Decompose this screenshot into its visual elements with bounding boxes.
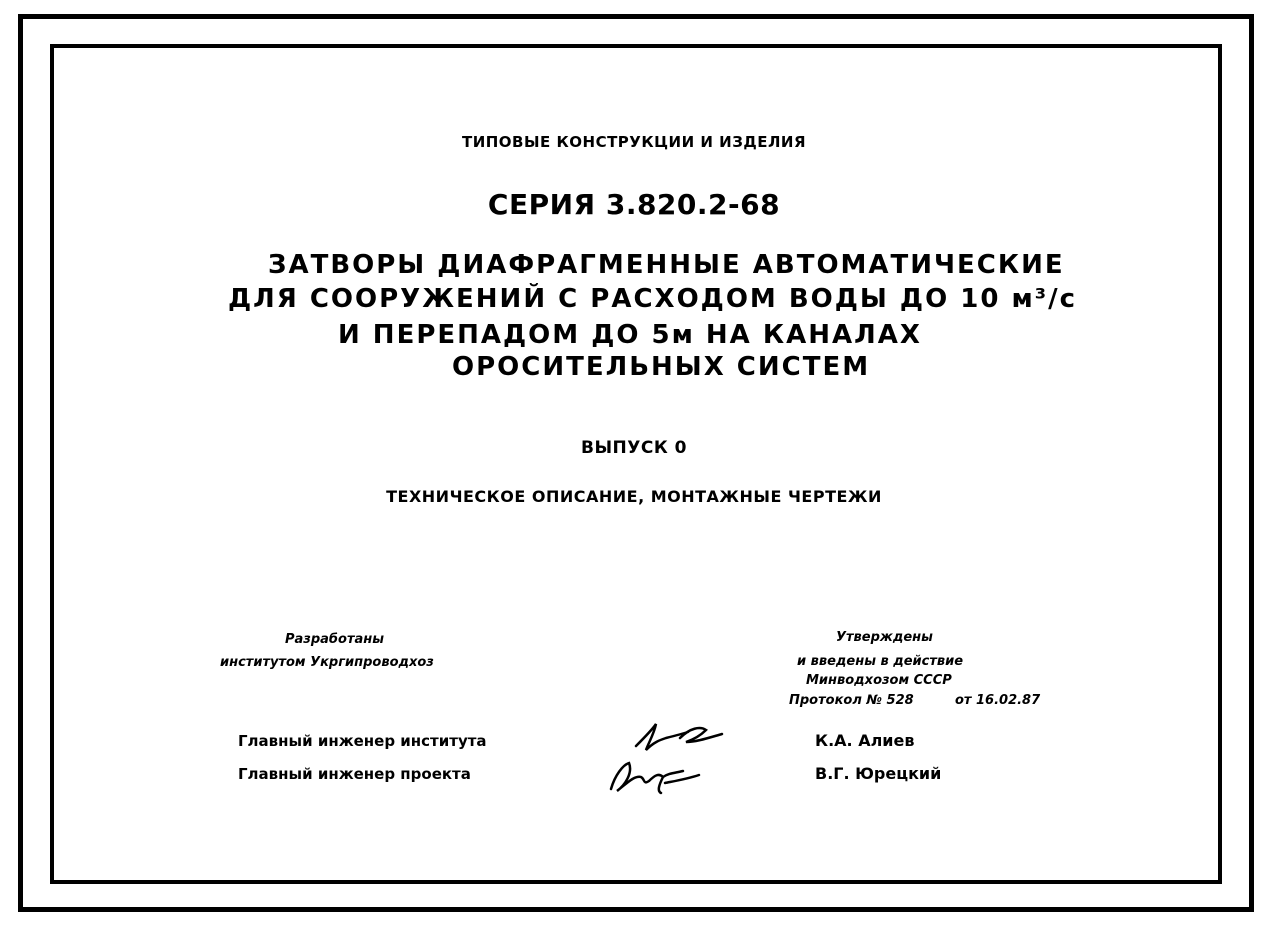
developed-label: Разработаны bbox=[285, 632, 384, 647]
title-line-1: ЗАТВОРЫ ДИАФРАГМЕННЫЕ АВТОМАТИЧЕСКИЕ bbox=[268, 250, 1065, 280]
title-line-3: И ПЕРЕПАДОМ ДО 5м НА КАНАЛАХ bbox=[338, 320, 922, 350]
approved-date: от 16.02.87 bbox=[955, 693, 1041, 708]
signature-yuretsky bbox=[605, 755, 705, 797]
approved-label: Утверждены bbox=[836, 630, 933, 645]
title-line-4: ОРОСИТЕЛЬНЫХ СИСТЕМ bbox=[452, 352, 871, 382]
title-line-2: ДЛЯ СООРУЖЕНИЙ С РАСХОДОМ ВОДЫ ДО 10 м³/с bbox=[228, 284, 1078, 314]
issue-number: ВЫПУСК 0 bbox=[580, 438, 688, 458]
approved-enacted: и введены в действие bbox=[797, 654, 964, 669]
document-subtitle: ТЕХНИЧЕСКОЕ ОПИСАНИЕ, МОНТАЖНЫЕ ЧЕРТЕЖИ bbox=[386, 487, 882, 506]
developed-institute: институтом Укргипроводхоз bbox=[220, 655, 434, 670]
chief-engineer-project-name: В.Г. Юрецкий bbox=[815, 764, 942, 783]
approved-ministry: Минводхозом СССР bbox=[806, 673, 952, 688]
series-number: СЕРИЯ 3.820.2-68 bbox=[487, 188, 781, 221]
chief-engineer-institute-name: К.А. Алиев bbox=[815, 731, 915, 750]
chief-engineer-institute-label: Главный инженер института bbox=[238, 732, 487, 750]
category-heading: ТИПОВЫЕ КОНСТРУКЦИИ И ИЗДЕЛИЯ bbox=[461, 133, 807, 151]
chief-engineer-project-label: Главный инженер проекта bbox=[238, 765, 471, 783]
approved-protocol: Протокол № 528 bbox=[789, 693, 914, 708]
signature-aliev bbox=[630, 720, 730, 754]
